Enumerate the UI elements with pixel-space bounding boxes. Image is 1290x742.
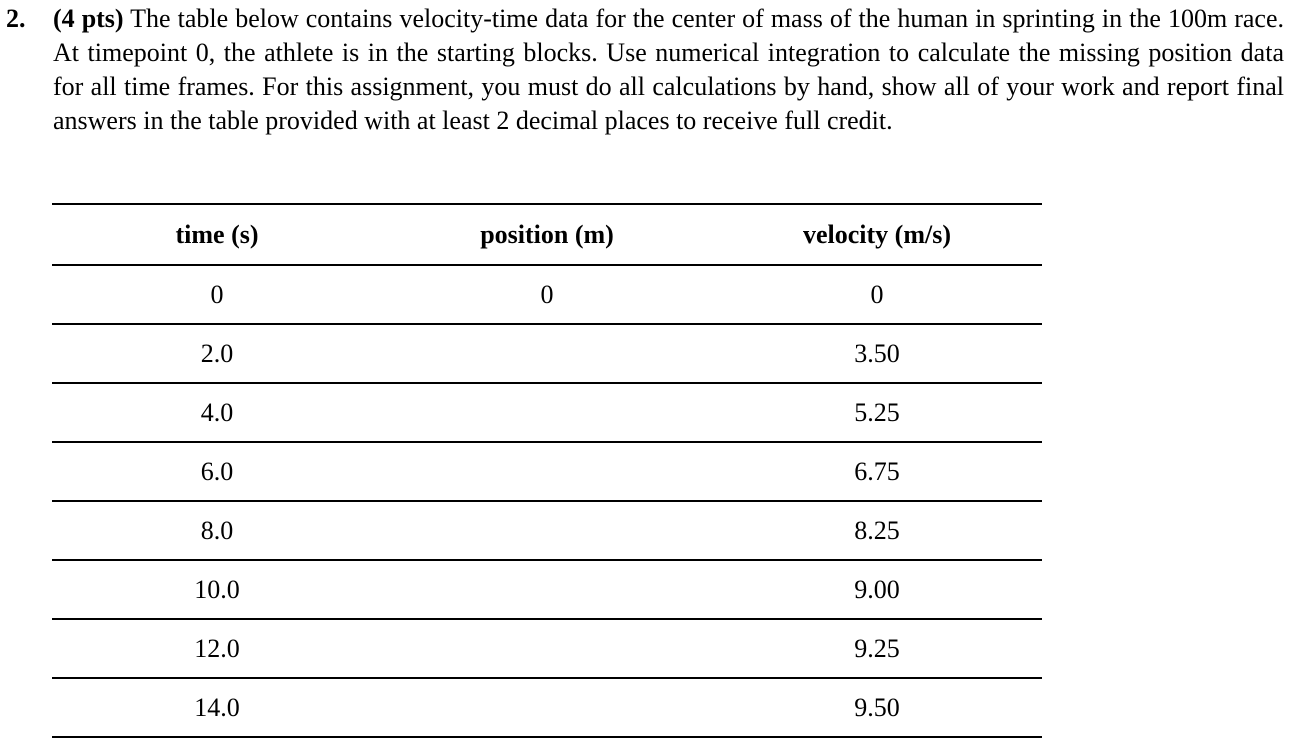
- table-header-row: [52, 204, 1042, 265]
- table-row: [52, 619, 1042, 678]
- cell-velocity: 9.00: [712, 560, 1042, 619]
- cell-time: 10.0: [52, 560, 382, 619]
- velocity-time-table: [52, 203, 1042, 738]
- table-row: [52, 265, 1042, 324]
- cell-position: 0: [382, 265, 712, 324]
- cell-position: [382, 501, 712, 560]
- cell-position: [382, 560, 712, 619]
- cell-position: [382, 324, 712, 383]
- table-row: [52, 442, 1042, 501]
- table-row: [52, 678, 1042, 737]
- cell-velocity: 0: [712, 265, 1042, 324]
- cell-position: [382, 442, 712, 501]
- cell-time: 14.0: [52, 678, 382, 737]
- table-row: [52, 383, 1042, 442]
- question-number: 2.: [6, 4, 26, 33]
- cell-time: 6.0: [52, 442, 382, 501]
- table-row: [52, 324, 1042, 383]
- cell-velocity: 9.50: [712, 678, 1042, 737]
- cell-velocity: 6.75: [712, 442, 1042, 501]
- cell-velocity: 8.25: [712, 501, 1042, 560]
- cell-position: [382, 619, 712, 678]
- cell-time: 2.0: [52, 324, 382, 383]
- header-position: position (m): [382, 204, 712, 265]
- cell-time: 0: [52, 265, 382, 324]
- cell-time: 8.0: [52, 501, 382, 560]
- cell-velocity: 9.25: [712, 619, 1042, 678]
- question-points: (4 pts): [53, 4, 124, 33]
- header-velocity: velocity (m/s): [712, 204, 1042, 265]
- cell-time: 12.0: [52, 619, 382, 678]
- cell-position: [382, 383, 712, 442]
- question-body: The table below contains velocity-time data for the center of mass of the human in sprinting in the 100m race. At timepoint 0, the athlete is in the starting blocks. Use numerical integration to calculate the missing position data for all time frames. For this assignment, you must do all calculations by hand, show all of your work and report final answers in the table provided with at least 2 decimal places to receive full credit.: [53, 4, 1284, 135]
- table-row: [52, 501, 1042, 560]
- cell-velocity: 3.50: [712, 324, 1042, 383]
- question-text: [53, 2, 1284, 138]
- question-block: [0, 2, 1284, 138]
- cell-velocity: 5.25: [712, 383, 1042, 442]
- header-time: time (s): [52, 204, 382, 265]
- cell-time: 4.0: [52, 383, 382, 442]
- table-row: [52, 560, 1042, 619]
- cell-position: [382, 678, 712, 737]
